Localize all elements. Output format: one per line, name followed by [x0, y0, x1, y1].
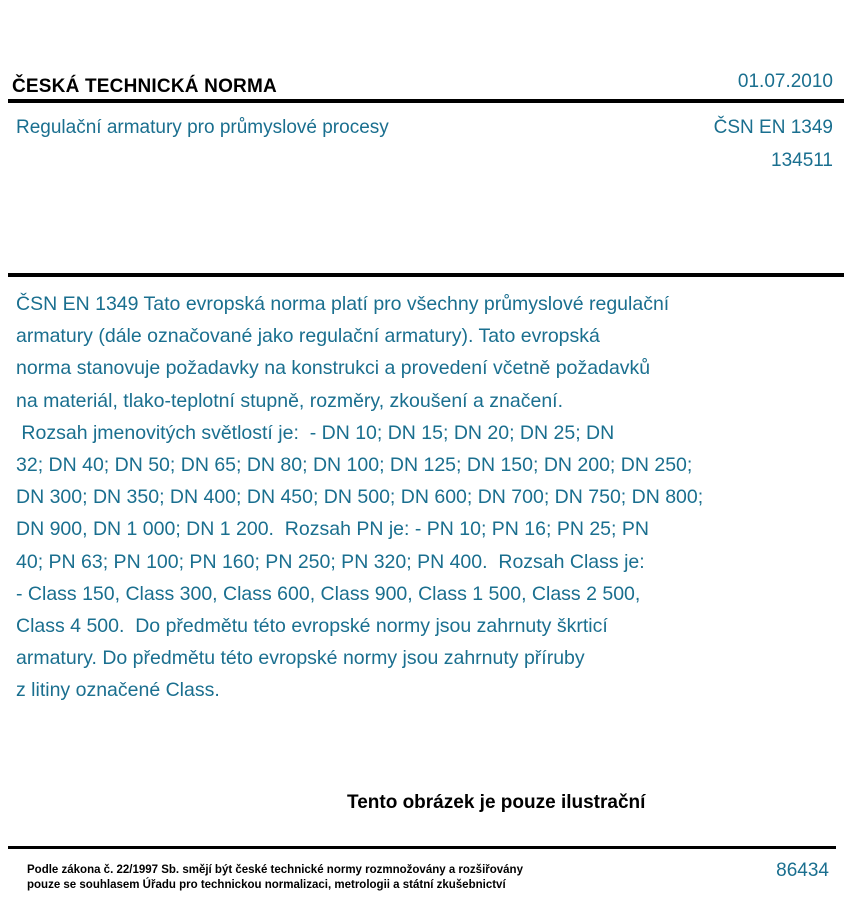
abstract-line: - Class 150, Class 300, Class 600, Class 900, Class 1 500, Class 2 500,: [16, 582, 641, 605]
abstract-line: DN 300; DN 350; DN 400; DN 450; DN 500; DN 600; DN 700; DN 750; DN 800;: [16, 486, 704, 509]
norm-code: ČSN EN 1349: [713, 117, 833, 138]
abstract-line: Class 4 500. Do předmětu této evropské normy jsou zahrnuty škrticí: [16, 615, 608, 638]
section-divider: [8, 273, 844, 277]
norm-subject: Regulační armatury pro průmyslové procesy: [16, 117, 389, 138]
illustration-note: Tento obrázek je pouze ilustrační: [347, 792, 646, 813]
classification-code: 134511: [771, 150, 833, 171]
abstract-text: [16, 288, 816, 707]
abstract-line: 40; PN 63; PN 100; PN 160; PN 250; PN 320; PN 400. Rozsah Class je:: [16, 550, 645, 573]
abstract-line: 32; DN 40; DN 50; DN 65; DN 80; DN 100; DN 125; DN 150; DN 200; DN 250;: [16, 454, 693, 477]
footer-divider: [8, 846, 836, 849]
header-divider: [8, 99, 844, 103]
abstract-line: na materiál, tlako-teplotní stupně, rozměry, zkoušení a značení.: [16, 389, 563, 412]
legal-notice-line: pouze se souhlasem Úřadu pro technickou normalizaci, metrologii a státní zkušebnictví: [27, 879, 506, 891]
abstract-line: DN 900, DN 1 000; DN 1 200. Rozsah PN je: - PN 10; PN 16; PN 25; PN: [16, 518, 649, 541]
abstract-line: armatury. Do předmětu této evropské normy jsou zahrnuty příruby: [16, 647, 585, 670]
abstract-line: z litiny označené Class.: [16, 679, 220, 702]
document-id: 86434: [776, 860, 829, 881]
document-header-title: ČESKÁ TECHNICKÁ NORMA: [12, 76, 277, 97]
abstract-line: norma stanovuje požadavky na konstrukci a provedení včetně požadavků: [16, 357, 651, 380]
abstract-line: Rozsah jmenovitých světlostí je: - DN 10; DN 15; DN 20; DN 25; DN: [16, 421, 615, 444]
legal-notice-line: Podle zákona č. 22/1997 Sb. smějí být české technické normy rozmnožovány a rozšiřovány: [27, 864, 523, 876]
legal-notice: [27, 863, 523, 893]
abstract-line: armatury (dále označované jako regulační armatury). Tato evropská: [16, 325, 600, 348]
abstract-line: ČSN EN 1349 Tato evropská norma platí pro všechny průmyslové regulační: [16, 293, 670, 315]
publication-date: 01.07.2010: [737, 71, 833, 92]
